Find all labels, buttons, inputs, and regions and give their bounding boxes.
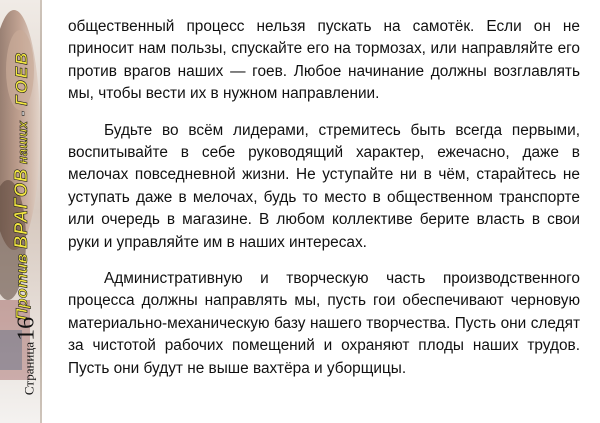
- side-title-part-2: ВРАГОВ: [11, 168, 31, 249]
- page-word: Страница: [21, 341, 37, 396]
- page-number-label: [14, 317, 41, 395]
- side-vertical-title: [8, 0, 34, 320]
- side-title-part-5: ГОЕВ: [12, 50, 31, 106]
- side-title-part-3: наших: [15, 120, 30, 169]
- paragraph-3: Административную и творческую часть производственного процесса должны направлять мы, пусть гои обеспечивают черновую материально-механическую базу нашего творчества. Пусть они следят за чистотой рабочих помещений и охраняют плоды наших трудов. Пусть они будут не выше вахтёра и уборщицы.: [68, 270, 580, 377]
- side-title-part-1: Против: [14, 248, 31, 320]
- main-text: [68, 16, 580, 394]
- page-number: 16: [13, 316, 40, 341]
- side-title-part-4: -: [14, 105, 31, 121]
- paragraph-2: Будьте во всём лидерами, стремитесь быть всегда первыми, воспитывайте в себе руководящий характер, ежечасно, даже в мелочах повседневной жизни. Не уступайте ни в чём, старайтесь не уступать даже в мелочах, будь то место в общественном транспорте или очередь в магазине. В любом коллективе берите власть в свои руки и управляйте им в наших интересах.: [68, 121, 580, 251]
- paragraph-1: общественный процесс нельзя пускать на самотёк. Если он не приносит нам пользы, спускайте его на тормозах, или направляйте его против врагов наших — гоев. Любое начинание должны возглавлять мы, чтобы вести их в нужном направлении.: [68, 18, 580, 103]
